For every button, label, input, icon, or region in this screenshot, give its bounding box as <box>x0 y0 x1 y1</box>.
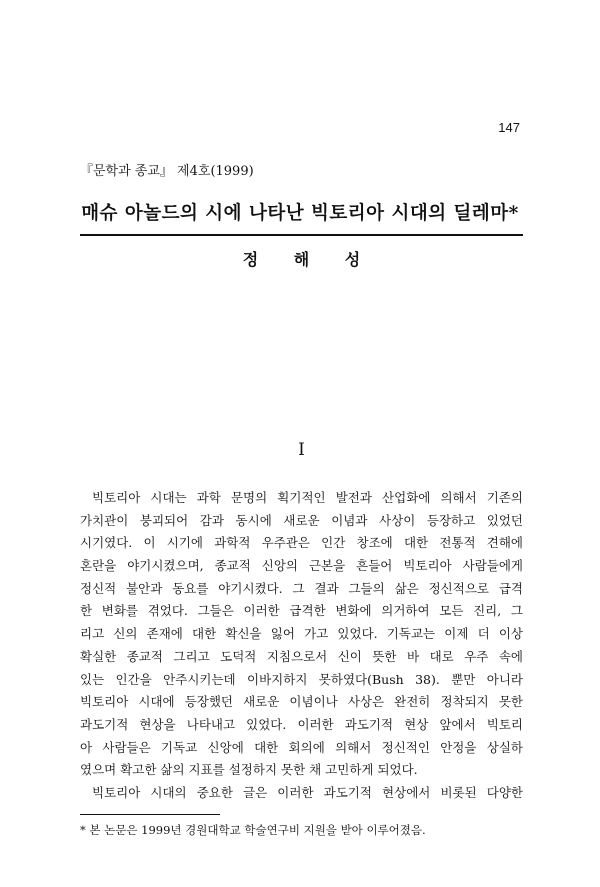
page-number: 147 <box>498 120 520 135</box>
section-heading: I <box>298 440 305 460</box>
body-line: 빅토리아 시대는 과학 문명의 획기적인 발전과 산업화에 의해서 기존의 <box>92 490 523 505</box>
body-line: 아 사람들은 기독교 신앙에 대한 회의에 의해서 정신적인 안정을 상실하 <box>80 739 523 755</box>
body-line: 확실한 종교적 그리고 도덕적 지침으로서 신이 뜻한 바 대로 우주 속에 <box>80 648 523 664</box>
body-line: 혼란을 야기시켰으며, 종교적 신앙의 근본을 흔들어 빅토리아 사람들에게 <box>80 558 523 574</box>
body-line: 한 변화를 겪었다. 그들은 이러한 급격한 변화에 의거하여 모든 진리, 그 <box>80 603 523 619</box>
title-divider <box>80 234 523 236</box>
author-name: 정 해 성 <box>242 250 361 269</box>
journal-citation: 『문학과 종교』 제4호(1999) <box>80 164 254 179</box>
body-line: 빅토리아 시대의 중요한 글은 이러한 과도기적 현상에서 비롯된 다양한 <box>92 784 523 800</box>
body-line: 과도기적 현상을 나타내고 있었다. 이러한 과도기적 현상 앞에서 빅토리 <box>80 716 523 732</box>
body-line: 시기였다. 이 시기에 과학적 우주관은 인간 창조에 대한 전통적 견해에 <box>80 535 523 551</box>
body-line: 였으며 확고한 삶의 지표를 설정하지 못한 채 고민하게 되었다. <box>80 762 418 778</box>
body-line: 리고 신의 존재에 대한 확신을 잃어 가고 있었다. 기독교는 이제 더 이상 <box>80 626 523 642</box>
footnote: * 본 논문은 1999년 경원대학교 학술연구비 지원을 받아 이루어졌음. <box>80 823 426 837</box>
article-title: 매슈 아놀드의 시에 나타난 빅토리아 시대의 딜레마* <box>81 203 519 224</box>
body-text <box>80 487 523 805</box>
body-line: 정신적 불안과 동요를 야기시켰다. 그 결과 그들의 삶은 정신적으로 급격 <box>80 580 523 596</box>
footnote-divider <box>80 814 220 815</box>
body-line: 있는 인간을 안주시키는데 이바지하지 못하였다(Bush 38). 뿐만 아니라 <box>80 671 523 687</box>
body-line: 빅토리아 시대에 등장했던 새로운 이념이나 사상은 완전히 정착되지 못한 <box>80 694 523 710</box>
body-line: 가치관이 붕괴되어 감과 동시에 새로운 이념과 사상이 등장하고 있었던 <box>80 512 523 528</box>
